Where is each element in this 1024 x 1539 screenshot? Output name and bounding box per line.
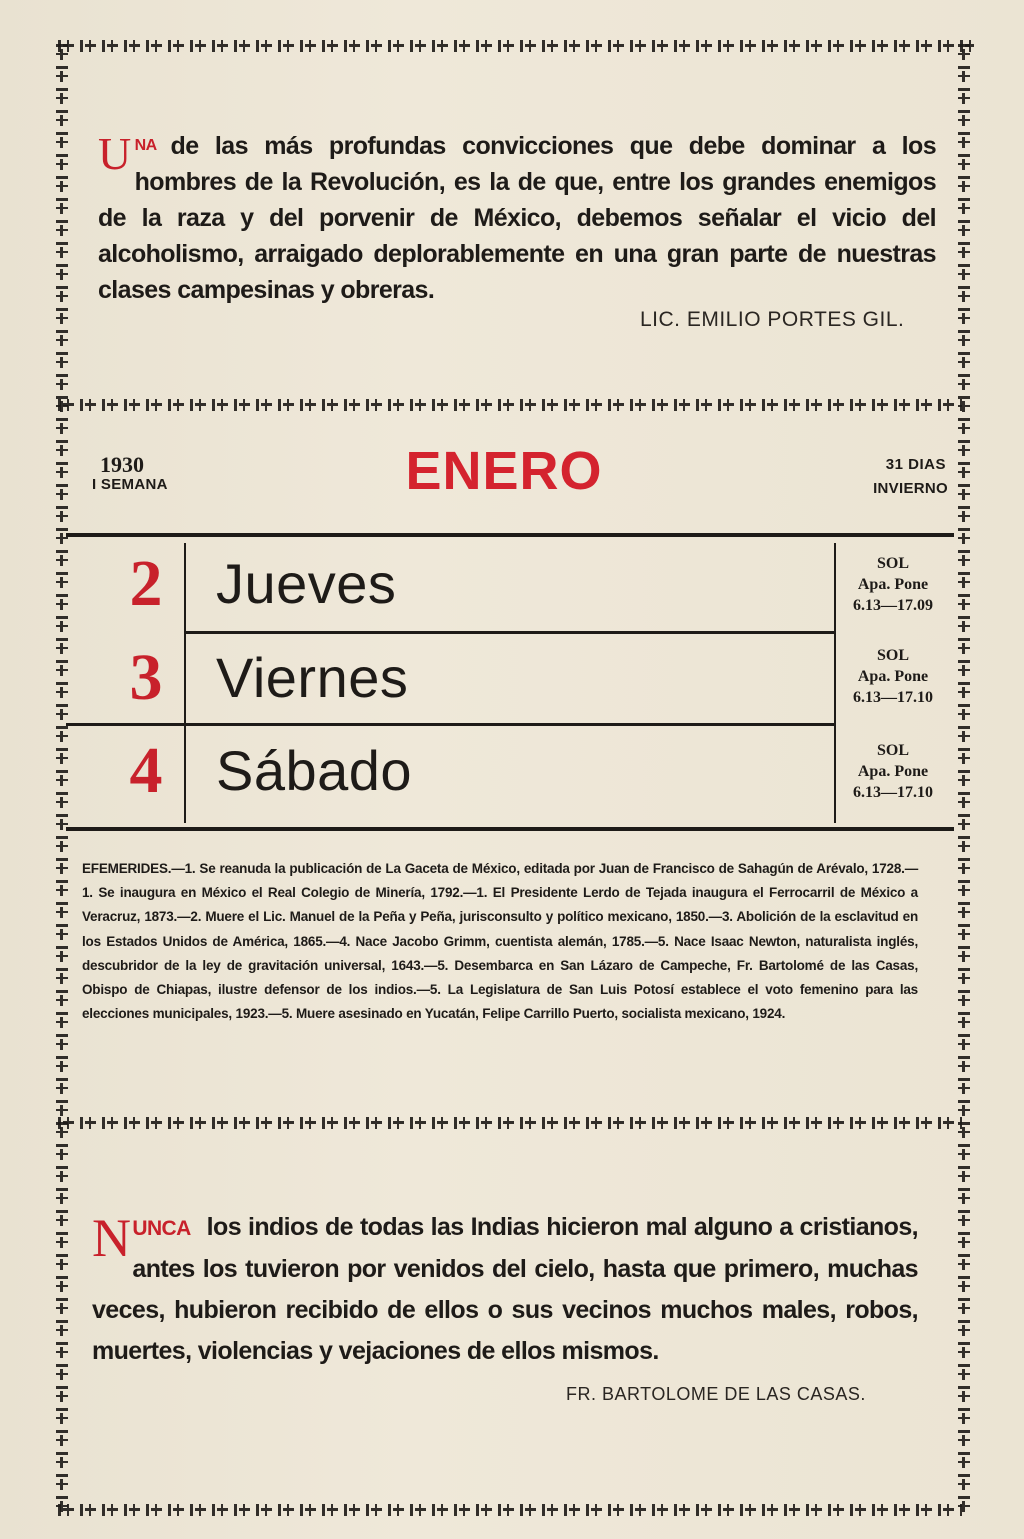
top-quote [98, 128, 936, 308]
day-name: Viernes [216, 646, 409, 709]
day-name: Sábado [216, 739, 413, 802]
days-table [66, 533, 954, 831]
lower-divider-ornament [58, 1117, 962, 1129]
sun-labels: Apa. Pone [857, 668, 929, 685]
sun-values: 6.13—17.09 [853, 597, 933, 614]
season-label: INVIERNO [873, 480, 948, 497]
day-number: 2 [129, 547, 163, 620]
bottom-ornament-border [58, 1504, 962, 1516]
top-quote-lead: NA [134, 137, 157, 154]
day-name: Jueves [216, 552, 397, 615]
bottom-quote [92, 1207, 918, 1372]
day-row [66, 726, 954, 819]
sun-times [842, 740, 944, 803]
sun-values: 6.13—17.10 [853, 689, 933, 706]
sun-title: SOL [876, 555, 909, 572]
sun-labels: Apa. Pone [857, 763, 929, 780]
day-row [66, 539, 954, 632]
top-quote-text: de las más profundas convicciones que debe dominar a los hombres de la Revolución, es la de que, entre los grandes enemigos de la raza y del porvenir de México, debemos señalar el vicio del alcoholismo, arraigado deplorablemente en una gran parte de nuestras clases campesinas y obreras. [98, 132, 936, 304]
top-quote-author: LIC. EMILIO PORTES GIL. [640, 308, 905, 331]
bottom-quote-lead: UNCA [132, 1217, 191, 1240]
calendar-week: I SEMANA [92, 476, 168, 493]
right-ornament-border [958, 44, 970, 1514]
sun-title: SOL [876, 742, 909, 759]
calendar-year: 1930 [100, 452, 144, 477]
calendar-month: ENERO [405, 441, 603, 501]
sun-values: 6.13—17.10 [853, 784, 933, 801]
day-row [66, 633, 954, 726]
sun-times [842, 645, 944, 708]
bottom-quote-dropcap: N [92, 1208, 131, 1268]
sun-title: SOL [876, 647, 909, 664]
day-number: 4 [129, 734, 163, 807]
sun-times [842, 553, 944, 616]
upper-divider-ornament [58, 399, 962, 411]
bottom-quote-author: FR. BARTOLOME DE LAS CASAS. [566, 1384, 866, 1404]
top-ornament-border [58, 40, 974, 52]
top-quote-dropcap: U [98, 128, 131, 179]
day-number: 3 [129, 641, 163, 714]
efemerides-text: EFEMERIDES.—1. Se reanuda la publicación de La Gaceta de México, editada por Juan de Francisco de Sahagún de Arévalo, 1728.—1. Se inaugura en México el Real Colegio de Minería, 1792.—1. El Presidente Lerdo de Tejada inaugura el Ferrocarril de México a Veracruz, 1873.—2. Muere el Lic. Manuel de la Peña y Peña, jurisconsulto y político mexicano, 1850.—3. Abolición de la esclavitud en los Estados Unidos de América, 1865.—4. Nace Jacobo Grimm, cuentista alemán, 1785.—5. Nace Isaac Newton, naturalista inglés, descubridor de la ley de gravitación universal, 1643.—5. Desembarca en San Lázaro de Campeche, Fr. Bartolomé de las Casas, Obispo de Chiapas, ilustre defensor de los indios.—5. La Legislatura de San Luis Potosí establece el voto femenino para las elecciones municipales, 1923.—5. Muere asesinado en Yucatán, Felipe Carrillo Puerto, socialista mexicano, 1924. [82, 861, 918, 1022]
bottom-quote-text: los indios de todas las Indias hicieron mal alguno a cristianos, antes los tuvieron por venidos del cielo, hasta que primero, muchas veces, hubieron recibido de ellos o sus vecinos muchos males, robos, muertes, violencias y vejaciones de ellos mismos. [92, 1213, 918, 1365]
sun-labels: Apa. Pone [857, 576, 929, 593]
month-day-count: 31 DIAS [885, 456, 946, 473]
